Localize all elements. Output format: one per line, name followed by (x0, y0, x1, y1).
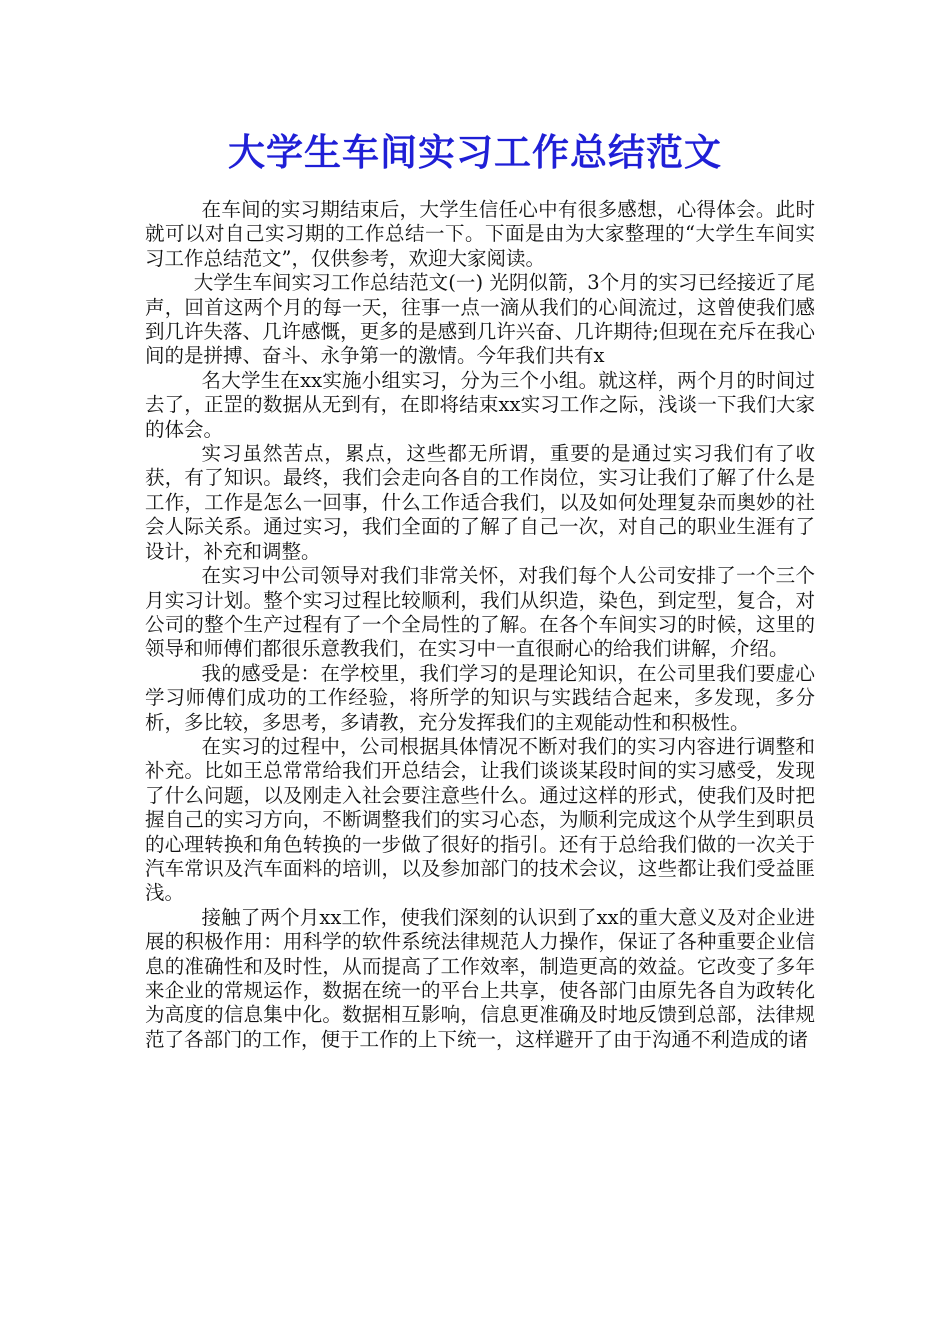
document-title: 大学生车间实习工作总结范文 (228, 130, 722, 174)
paragraph-feelings: 我的感受是：在学校里，我们学习的是理论知识，在公司里我们要虚心学习师傅们成功的工作经验，将所学的知识与实践结合起来，多发现，多分析，多比较，多思考，多请教，充分发挥我们的主观能动性和积极性。 (145, 661, 815, 734)
paragraph-gains: 实习虽然苦点，累点，这些都无所谓，重要的是通过实习我们有了收获，有了知识。最终，我们会走向各自的工作岗位，实习让我们了解了什么是工作，工作是怎么一回事，什么工作适合我们，以及如何处理复杂而奥妙的社会人际关系。通过实习，我们全面的了解了自己一次，对自己的职业生涯有了设计，补充和调整。 (145, 442, 815, 563)
paragraph-xx-work: 接触了两个月xx工作，使我们深刻的认识到了xx的重大意义及对企业进展的积极作用：用科学的软件系统法律规范人力操作，保证了各种重要企业信息的准确性和及时性，从而提高了工作效率，制造更高的效益。它改变了多年来企业的常规运作，数据在统一的平台上共享，使各部门由原先各自为政转化为高度的信息集中化。数据相互影响，信息更准确及时地反馈到总部，法律规范了各部门的工作，便于工作的上下统一，这样避开了由于沟通不利造成的诸 (145, 905, 815, 1051)
paragraph-adjustment: 在实习的过程中，公司根据具体情况不断对我们的实习内容进行调整和补充。比如王总常常给我们开总结会，让我们谈谈某段时间的实习感受，发现了什么问题，以及刚走入社会要注意些什么。通过这样的形式，使我们及时把握自己的实习方向，不断调整我们的实习心态，为顺利完成这个从学生到职员的心理转换和角色转换的一步做了很好的指引。还有于总给我们做的一次关于汽车常识及汽车面料的培训，以及参加部门的技术会议，这些都让我们受益匪浅。 (145, 734, 815, 905)
document-body (145, 198, 815, 1052)
paragraph-summary-1: 大学生车间实习工作总结范文(一) 光阴似箭，3个月的实习已经接近了尾声，回首这两个月的每一天，往事一点一滴从我们的心间流过，这曾使我们感到几许失落、几许感慨，更多的是感到几许兴奋、几许期待;但现在充斥在我心间的是拼搏、奋斗、永争第一的激情。今年我们共有x (145, 271, 815, 368)
paragraph-company-care: 在实习中公司领导对我们非常关怀，对我们每个人公司安排了一个三个月实习计划。整个实习过程比较顺利，我们从织造，染色，到定型，复合，对公司的整个生产过程有了一个全局性的了解。在各个车间实习的时候，这里的领导和师傅们都很乐意教我们，在实习中一直很耐心的给我们讲解，介绍。 (145, 564, 815, 661)
paragraph-intro: 在车间的实习期结束后，大学生信任心中有很多感想，心得体会。此时就可以对自己实习期的工作总结一下。下面是由为大家整理的“大学生车间实习工作总结范文”，仅供参考，欢迎大家阅读。 (145, 198, 815, 270)
paragraph-group-practice: 名大学生在xx实施小组实习，分为三个小组。就这样，两个月的时间过去了，正罡的数据从无到有，在即将结束xx实习工作之际，浅谈一下我们大家的体会。 (145, 368, 815, 441)
